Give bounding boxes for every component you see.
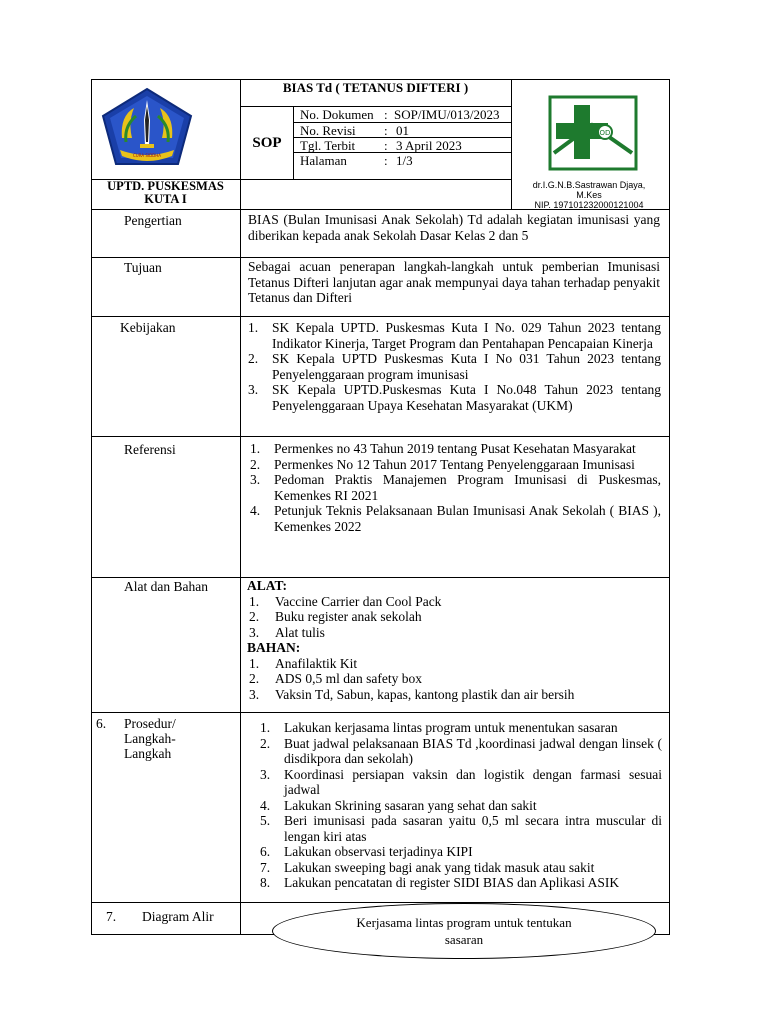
svg-text:OD: OD <box>599 129 611 137</box>
row-number-diagram: 7. <box>106 909 117 924</box>
list-item: 8. Lakukan pencatatan di register SIDI BIAS dan Aplikasi ASIK <box>260 875 620 890</box>
list-item: 7. Lakukan sweeping bagi anak yang tidak masuk atau sakit <box>260 859 595 875</box>
list-item: 5. Beri imunisasi pada sasaran yaitu 0,5 ml secara intra muscular di lengan kiri atas <box>260 813 662 844</box>
pengertian-text: BIAS (Bulan Imunisasi Anak Sekolah) Td adalah kegiatan imunisasi yang diberikan kepada anak Sekolah Dasar Kelas 2 dan 5 <box>248 212 660 243</box>
tujuan-text: Sebagai acuan penerapan langkah-langkah untuk pemberian Imunisasi Tetanus Difteri lanjutan agar anak mempunyai daya tahan terhadap penyakit Tetanus dan Difteri <box>248 259 660 305</box>
list-item: 3. Pedoman Praktis Manajemen Program Imunisasi di Puskesmas, Kemenkes RI 2021 <box>250 472 661 503</box>
list-item: 1. Vaccine Carrier dan Cool Pack <box>249 593 442 609</box>
meta-value: 3 April 2023 <box>396 138 462 153</box>
meta-key: No. Revisi <box>300 123 356 138</box>
list-item: 4. Petunjuk Teknis Pelaksanaan Bulan Imunisasi Anak Sekolah ( BIAS ), Kemenkes 2022 <box>250 503 661 534</box>
svg-text:CURA SIDDHA: CURA SIDDHA <box>133 153 161 158</box>
flowchart-node-text: Kerjasama lintas program untuk tentukan sasaran <box>356 915 572 947</box>
row-label-tujuan: Tujuan <box>124 260 162 275</box>
list-item: 4. Lakukan Skrining sasaran yang sehat dan sakit <box>260 797 537 813</box>
list-item: 1. Permenkes no 43 Tahun 2019 tentang Pusat Kesehatan Masyarakat <box>250 441 636 456</box>
meta-key: Tgl. Terbit <box>300 138 356 153</box>
sop-label: SOP <box>252 135 282 151</box>
row-label-kebijakan: Kebijakan <box>120 320 176 335</box>
list-item: 2. SK Kepala UPTD Puskesmas Kuta I No 031 Tahun 2023 tentang Penyelenggaraan program imunisasi <box>248 351 661 382</box>
row-label-prosedur: Prosedur/ Langkah- Langkah <box>124 716 176 761</box>
list-item: 6. Lakukan observasi terjadinya KIPI <box>260 844 473 859</box>
puskesmas-logo-icon <box>544 95 641 171</box>
prosedur-list <box>256 720 662 891</box>
kebijakan-list <box>244 320 661 413</box>
referensi-list <box>246 441 661 534</box>
row-label-alat-bahan: Alat dan Bahan <box>124 579 208 594</box>
list-item: 1. Anafilaktik Kit <box>249 655 358 671</box>
list-item: 3. Koordinasi persiapan vaksin dan logistik dengan farmasi sesuai jadwal <box>260 766 662 797</box>
meta-value: 1/3 <box>396 153 413 168</box>
list-item: 2. Buat jadwal pelaksanaan BIAS Td ,koordinasi jadwal dengan linsek ( disdikpora dan sekolah) <box>260 735 662 766</box>
list-item: 3. Alat tulis <box>249 624 325 640</box>
bahan-heading: BAHAN: <box>247 640 301 655</box>
list-item: 3. SK Kepala UPTD.Puskesmas Kuta I No.048 Tahun 2023 tentang Penyelenggaraan Upaya Kesehatan Masyarakat (UKM) <box>248 382 661 413</box>
organization-name: UPTD. PUSKESMAS KUTA I <box>107 179 224 206</box>
alat-bahan-content <box>247 578 661 702</box>
list-item: 1. SK Kepala UPTD. Puskesmas Kuta I No. 029 Tahun 2023 tentang Indikator Kinerja, Target Program dan Pentahapan Pencapaian Kinerja <box>248 320 661 351</box>
row-label-diagram: Diagram Alir <box>142 909 214 924</box>
alat-heading: ALAT: <box>247 578 287 593</box>
row-label-pengertian: Pengertian <box>124 213 182 228</box>
list-item: 2. ADS 0,5 ml dan safety box <box>249 671 422 686</box>
meta-key: No. Dokumen <box>300 107 374 122</box>
meta-value: 01 <box>396 123 409 138</box>
regency-logo-icon <box>100 86 195 168</box>
meta-value: SOP/IMU/013/2023 <box>394 107 500 122</box>
document-title: BIAS Td ( TETANUS DIFTERI ) <box>282 80 469 95</box>
signer-block: dr.I.G.N.B.Sastrawan Djaya, M.Kes NIP. 197101232000121004 <box>532 180 646 210</box>
list-item: 2. Permenkes No 12 Tahun 2017 Tentang Penyelenggaraan Imunisasi <box>250 456 635 472</box>
list-item: 1. Lakukan kerjasama lintas program untuk menentukan sasaran <box>260 720 618 735</box>
row-label-referensi: Referensi <box>124 442 176 457</box>
row-number-prosedur: 6. <box>96 716 107 731</box>
list-item: 2. Buku register anak sekolah <box>249 609 422 624</box>
meta-key: Halaman <box>300 153 347 168</box>
list-item: 3. Vaksin Td, Sabun, kapas, kantong plastik dan air bersih <box>249 686 575 702</box>
